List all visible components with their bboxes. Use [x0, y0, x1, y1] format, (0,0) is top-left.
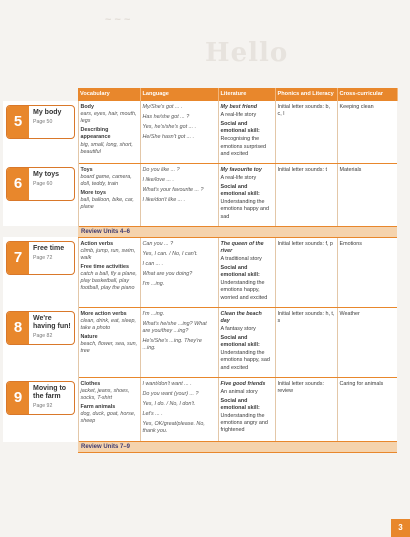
- literature-title: The queen of the river: [220, 240, 264, 254]
- unit-title: We're having fun!: [33, 315, 71, 330]
- literature-skill-heading: Social and emotional skill:: [220, 121, 260, 135]
- header-phonics-literacy: Phonics and Literacy: [275, 88, 337, 101]
- literature-skill-heading: Social and emotional skill:: [220, 265, 260, 279]
- unit-number: 7: [7, 242, 29, 274]
- language-item: Do you like ... ?: [142, 166, 180, 173]
- language-item: What are you doing?: [142, 271, 193, 278]
- language-item: I'm ...ing.: [142, 281, 165, 288]
- unit-badge: [6, 241, 75, 275]
- literature-type: A real-life story: [220, 112, 257, 119]
- unit-title: My body: [33, 108, 62, 116]
- literature-skill-heading: Social and emotional skill:: [220, 335, 260, 349]
- header-cross-curricular: Cross-curricular: [337, 88, 397, 101]
- language-item: Let's ... .: [142, 411, 163, 418]
- vocab-items: beach, flower, sea, sun, tree: [80, 341, 138, 355]
- literature-title: Five good friends: [220, 380, 266, 387]
- language-item: Has he/she got ... ?: [142, 114, 190, 121]
- vocabulary-cell: [78, 377, 140, 442]
- language-cell: [140, 163, 218, 226]
- vocab-items: ears, eyes, hair, mouth, legs: [80, 111, 137, 125]
- table-row: [3, 237, 397, 307]
- vocabulary-cell: [78, 101, 140, 163]
- background-bleed-heading: Hello: [205, 38, 289, 68]
- unit-number: 9: [7, 382, 29, 414]
- unit-cell: [3, 101, 78, 163]
- vocabulary-cell: [78, 163, 140, 226]
- unit-page: Page 92: [33, 402, 53, 409]
- unit-badge: [6, 167, 75, 201]
- unit-cell: [3, 307, 78, 377]
- vocab-heading: Body: [80, 103, 94, 110]
- review-label: Review Units 4–6: [78, 226, 397, 237]
- vocabulary-cell: [78, 237, 140, 307]
- background-bleed-text: ~ ~ ~: [105, 14, 131, 26]
- vocab-items: ball, balloon, bike, car, plane: [80, 197, 134, 211]
- unit-page: Page 72: [33, 254, 53, 261]
- review-label: Review Units 7–9: [78, 442, 397, 453]
- vocab-heading: Action verbs: [80, 240, 114, 247]
- review-row: [3, 226, 397, 237]
- vocab-items: clean, drink, eat, sleep, take a photo: [80, 317, 136, 331]
- unit-number: 6: [7, 168, 29, 200]
- vocab-heading: Describing appearance: [80, 127, 111, 141]
- unit-badge: [6, 381, 75, 415]
- literature-skill: Understanding the emotions angry and frightened: [220, 413, 268, 434]
- header-language: Language: [140, 88, 218, 101]
- language-cell: [140, 377, 218, 442]
- language-cell: [140, 307, 218, 377]
- vocab-heading: Toys: [80, 166, 93, 173]
- language-cell: [140, 237, 218, 307]
- vocab-heading: Farm animals: [80, 404, 116, 411]
- unit-badge: [6, 105, 75, 139]
- cross-curricular-cell: Materials: [337, 163, 397, 226]
- vocab-heading: Free time activities: [80, 264, 130, 271]
- language-item: Yes, I do. / No, I don't.: [142, 400, 196, 407]
- table-row: [3, 377, 397, 442]
- unit-title: My toys: [33, 171, 60, 179]
- unit-cell: [3, 163, 78, 226]
- table-row: [3, 101, 397, 163]
- language-item: I like/don't like ... .: [142, 197, 186, 204]
- language-item: I can ... .: [142, 260, 164, 267]
- unit-number: 8: [7, 312, 29, 344]
- unit-text: [29, 168, 59, 188]
- literature-title: Clean the beach day: [220, 310, 262, 324]
- unit-text: [29, 106, 61, 126]
- literature-skill-heading: Social and emotional skill:: [220, 184, 260, 198]
- language-item: He/She hasn't got ... .: [142, 134, 195, 141]
- literature-cell: [218, 307, 275, 377]
- unit-cell: [3, 377, 78, 442]
- review-row: [3, 442, 397, 453]
- language-item: Yes, OK/great/please. No, thank you.: [142, 421, 205, 435]
- language-item: Yes, I can. / No, I can't.: [142, 250, 198, 257]
- literature-skill: Understanding the emotions happy, sad and excited: [220, 350, 270, 371]
- language-item: He's/She's ...ing. They're ...ing.: [142, 338, 202, 352]
- unit-text: [29, 312, 74, 339]
- vocab-items: catch a ball, fly a plane, play basketball, play football, play the piano: [80, 271, 137, 292]
- vocabulary-cell: [78, 307, 140, 377]
- literature-type: A real-life story: [220, 174, 257, 181]
- unit-number: 5: [7, 106, 29, 138]
- literature-skill: Recognising the emotions surprised and excited: [220, 136, 267, 157]
- language-item: What's your favourite ... ?: [142, 187, 204, 194]
- scope-and-sequence-table: [3, 88, 398, 453]
- unit-page: Page 50: [33, 118, 53, 125]
- table-header-row: [3, 88, 397, 101]
- review-spacer: [3, 226, 78, 237]
- unit-title: Moving to the farm: [33, 385, 67, 400]
- vocab-items: big, small, long, short, beautiful: [80, 141, 133, 155]
- literature-skill: Understanding the emotions happy, worried and excited: [220, 280, 268, 301]
- unit-text: [29, 382, 74, 409]
- literature-type: A fantasy story: [220, 325, 256, 332]
- literature-cell: [218, 237, 275, 307]
- language-item: I'm ...ing.: [142, 310, 165, 317]
- header-vocabulary: Vocabulary: [78, 88, 140, 101]
- unit-title: Free time: [33, 245, 65, 253]
- language-item: Can you ... ?: [142, 240, 174, 247]
- vocab-heading: Clothes: [80, 380, 101, 387]
- phonics-cell: Initial letter sounds: b, c, l: [275, 101, 337, 163]
- table-row: [3, 307, 397, 377]
- literature-cell: [218, 377, 275, 442]
- phonics-cell: Initial letter sounds: f, p: [275, 237, 337, 307]
- review-spacer: [3, 442, 78, 453]
- table-row: [3, 163, 397, 226]
- vocab-items: dog, duck, goat, horse, sheep: [80, 411, 136, 425]
- literature-type: An animal story: [220, 388, 258, 395]
- vocab-heading: Nature: [80, 334, 98, 341]
- language-item: Do you want (your) ... ?: [142, 390, 199, 397]
- language-item: I want/don't want ... .: [142, 380, 192, 387]
- literature-skill: Understanding the emotions happy and sad: [220, 199, 270, 220]
- phonics-cell: Initial letter sounds: review: [275, 377, 337, 442]
- literature-cell: [218, 101, 275, 163]
- cross-curricular-cell: Emotions: [337, 237, 397, 307]
- header-blank: [3, 88, 78, 101]
- phonics-cell: Initial letter sounds: h, t, s: [275, 307, 337, 377]
- unit-cell: [3, 237, 78, 307]
- vocab-heading: More action verbs: [80, 310, 127, 317]
- language-item: My/She's got ... .: [142, 103, 183, 110]
- header-literature: Literature: [218, 88, 275, 101]
- cross-curricular-cell: Caring for animals: [337, 377, 397, 442]
- vocab-items: climb, jump, run, swim, walk: [80, 247, 136, 261]
- language-item: What's he/she ...ing? What are you/they ...ing?: [142, 320, 207, 334]
- literature-type: A traditional story: [220, 255, 262, 262]
- vocab-items: jacket, jeans, shoes, socks, T-shirt: [80, 387, 130, 401]
- phonics-cell: Initial letter sounds: t: [275, 163, 337, 226]
- literature-skill-heading: Social and emotional skill:: [220, 397, 260, 412]
- literature-cell: [218, 163, 275, 226]
- unit-text: [29, 242, 64, 262]
- unit-page: Page 60: [33, 181, 53, 188]
- language-item: I like/love ... .: [142, 176, 174, 183]
- page-number: 3: [391, 519, 410, 537]
- language-cell: [140, 101, 218, 163]
- cross-curricular-cell: Weather: [337, 307, 397, 377]
- unit-badge: [6, 311, 75, 345]
- language-item: Yes, he's/she's got ... .: [142, 124, 197, 131]
- cross-curricular-cell: Keeping clean: [337, 101, 397, 163]
- vocab-items: board game, camera, doll, teddy, train: [80, 173, 132, 188]
- literature-title: My best friend: [220, 103, 258, 110]
- literature-title: My favourite toy: [220, 166, 262, 173]
- unit-page: Page 82: [33, 332, 53, 339]
- vocab-heading: More toys: [80, 190, 106, 197]
